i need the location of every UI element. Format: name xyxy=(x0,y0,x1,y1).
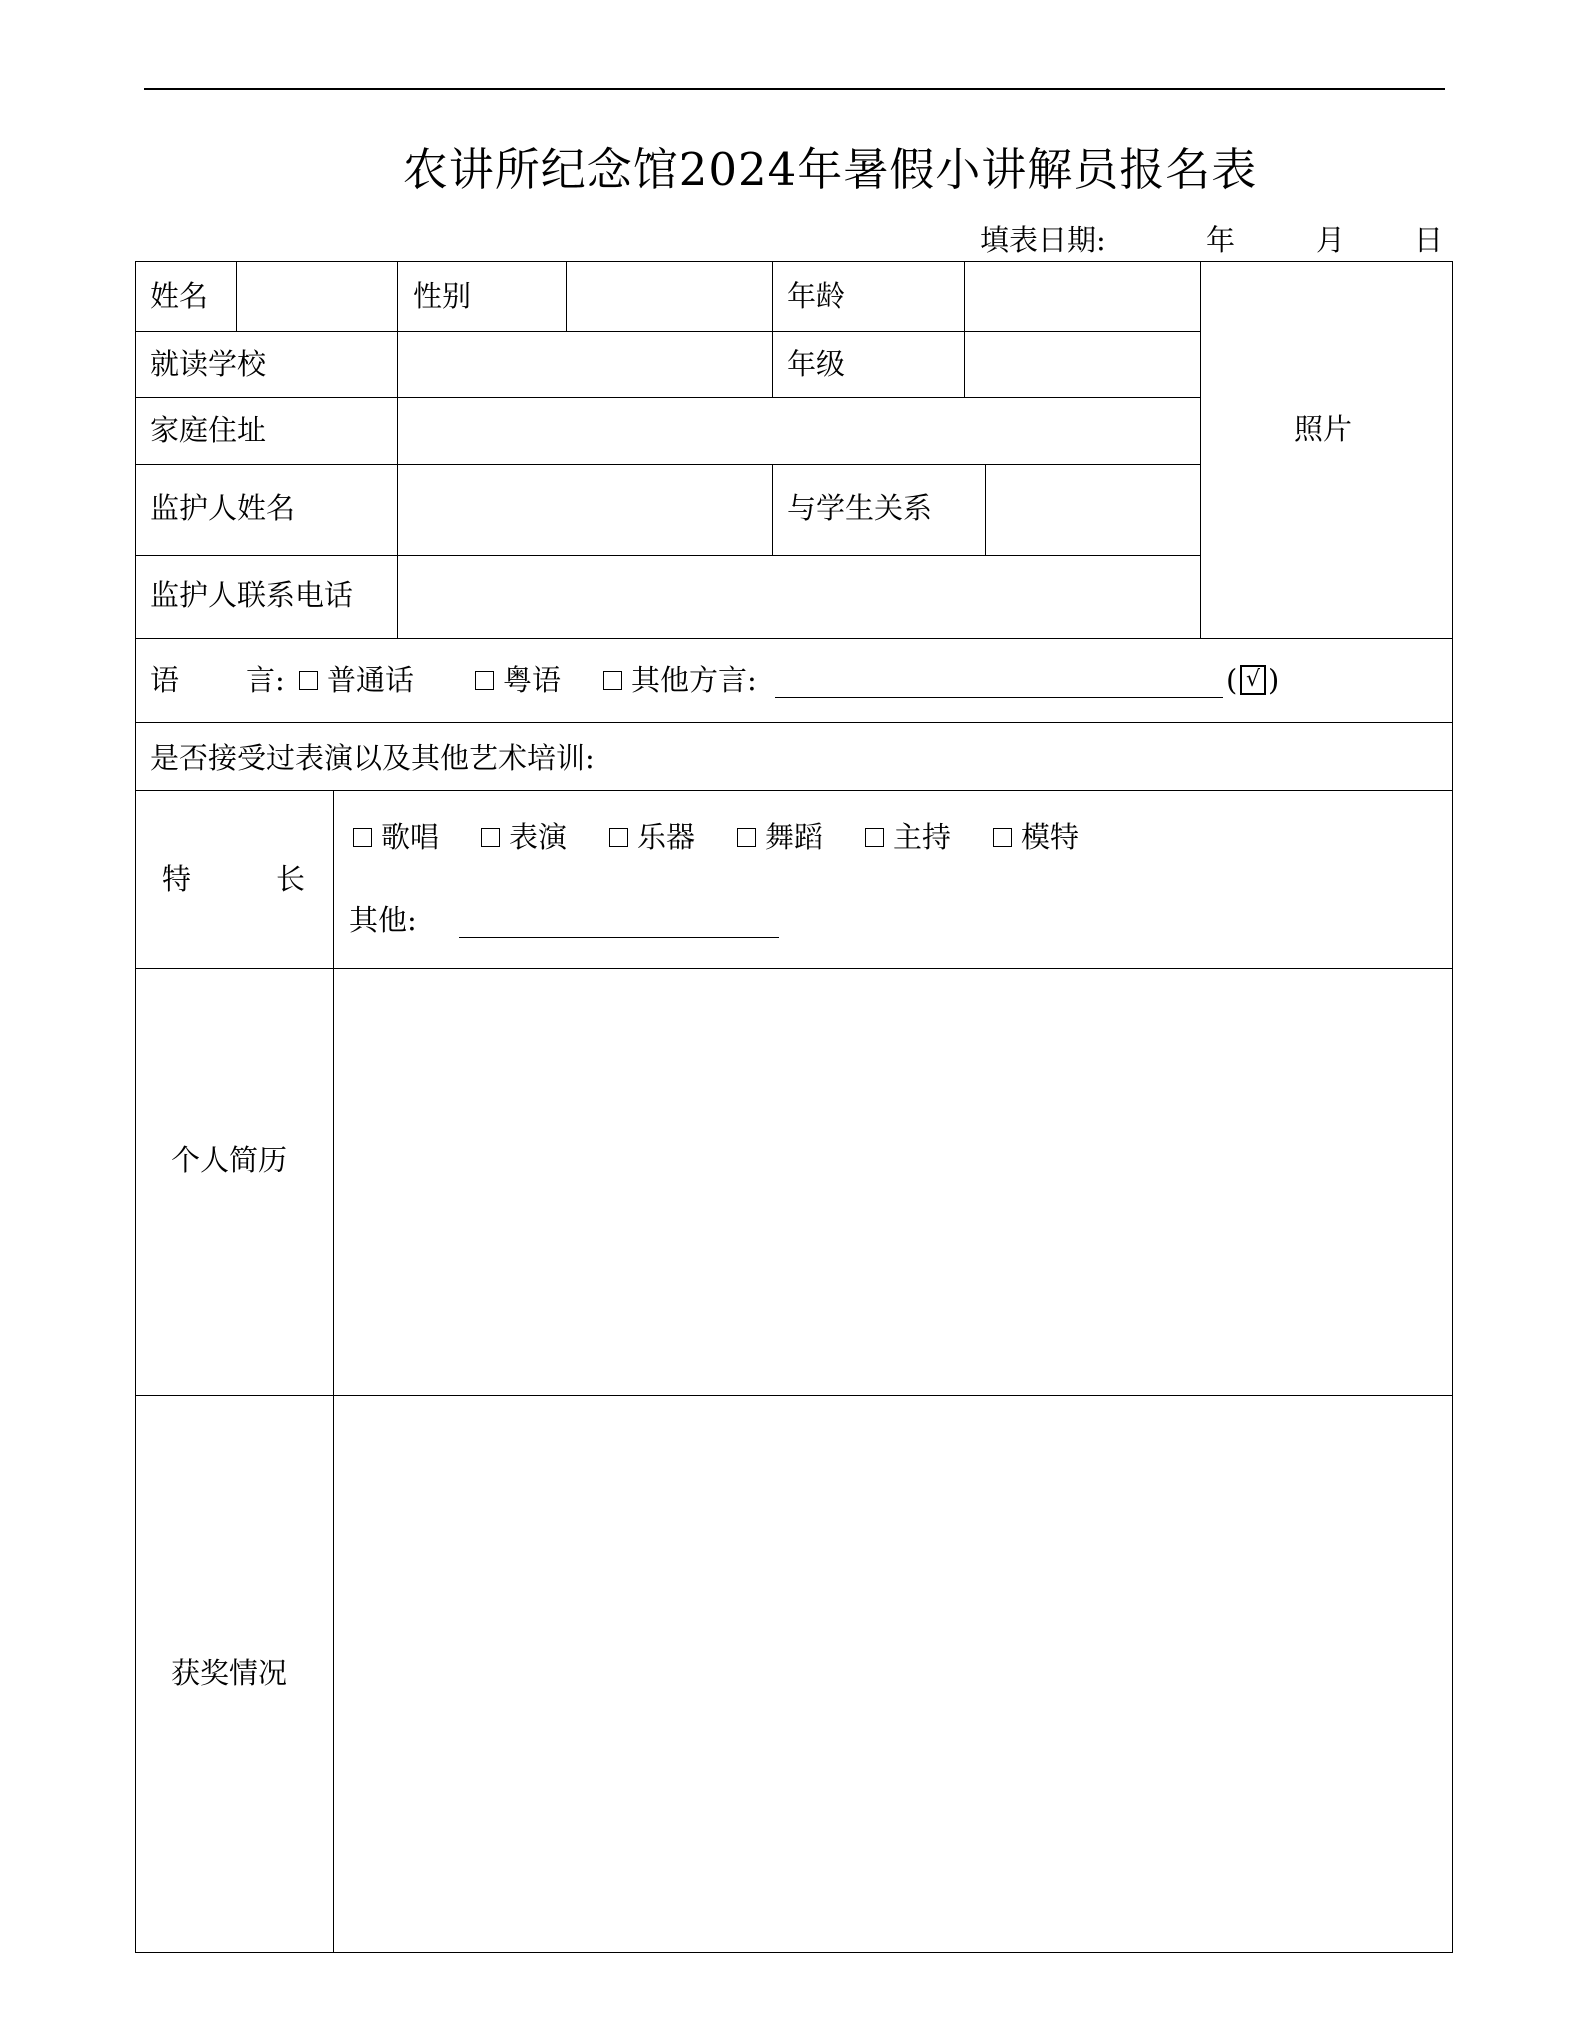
row-divider xyxy=(135,464,1200,465)
col-divider xyxy=(566,261,567,331)
paren-open: ( xyxy=(1226,663,1238,697)
checkbox-modeling[interactable] xyxy=(993,828,1012,847)
row-divider xyxy=(135,331,1200,332)
language-label-a: 语 xyxy=(150,663,180,697)
checkbox-acting[interactable] xyxy=(481,828,500,847)
row-divider xyxy=(135,722,1453,723)
col-divider xyxy=(985,464,986,555)
option-mandarin: 普通话 xyxy=(327,663,415,697)
specialty-other-label: 其他: xyxy=(349,903,417,937)
checkbox-dance[interactable] xyxy=(737,828,756,847)
header-rule xyxy=(144,88,1445,90)
option-dance: 舞蹈 xyxy=(765,820,824,854)
language-label-b: 言: xyxy=(246,663,285,697)
address-label: 家庭住址 xyxy=(150,413,267,447)
fill-date-year: 年 xyxy=(1206,223,1236,257)
fill-date-label: 填表日期: xyxy=(980,223,1106,257)
resume-label: 个人简历 xyxy=(171,1143,288,1177)
checkbox-cantonese[interactable] xyxy=(475,671,494,690)
option-acting: 表演 xyxy=(509,820,568,854)
option-modeling: 模特 xyxy=(1021,820,1080,854)
row-divider xyxy=(135,638,1453,639)
option-singing: 歌唱 xyxy=(381,820,440,854)
col-divider xyxy=(236,261,237,331)
col-divider xyxy=(397,261,398,638)
fill-date-month: 月 xyxy=(1316,223,1346,257)
checkbox-mandarin[interactable] xyxy=(299,671,318,690)
photo-label: 照片 xyxy=(1294,412,1353,446)
checkmark-icon: √ xyxy=(1240,665,1266,695)
row-divider xyxy=(135,397,1200,398)
checkbox-instrument[interactable] xyxy=(609,828,628,847)
grade-label: 年级 xyxy=(787,347,846,381)
specialty-label-a: 特 xyxy=(162,862,192,896)
name-label: 姓名 xyxy=(150,279,209,313)
relation-label: 与学生关系 xyxy=(787,491,933,525)
checkbox-other-dialect[interactable] xyxy=(603,671,622,690)
row-divider xyxy=(135,555,1200,556)
age-label: 年龄 xyxy=(787,279,846,313)
option-hosting: 主持 xyxy=(893,820,952,854)
col-divider xyxy=(772,464,773,555)
photo-divider xyxy=(1200,261,1201,638)
option-instrument: 乐器 xyxy=(637,820,696,854)
checkbox-hosting[interactable] xyxy=(865,828,884,847)
guardian-name-label: 监护人姓名 xyxy=(150,491,296,525)
training-question: 是否接受过表演以及其他艺术培训: xyxy=(150,741,595,775)
paren-close: ) xyxy=(1268,663,1280,697)
dialect-fill-line[interactable] xyxy=(775,697,1223,698)
guardian-phone-label: 监护人联系电话 xyxy=(150,578,354,612)
awards-label: 获奖情况 xyxy=(171,1656,288,1690)
form-title: 农讲所纪念馆2024年暑假小讲解员报名表 xyxy=(402,143,1258,196)
col-divider xyxy=(964,261,965,397)
col-divider xyxy=(333,790,334,1953)
specialty-label-b: 长 xyxy=(276,862,306,896)
option-other-dialect: 其他方言: xyxy=(631,663,757,697)
school-label: 就读学校 xyxy=(150,347,267,381)
gender-label: 性别 xyxy=(413,279,472,313)
specialty-other-fill-line[interactable] xyxy=(459,937,779,938)
checkbox-singing[interactable] xyxy=(353,828,372,847)
col-divider xyxy=(772,261,773,397)
fill-date-day: 日 xyxy=(1414,223,1444,257)
option-cantonese: 粤语 xyxy=(503,663,562,697)
